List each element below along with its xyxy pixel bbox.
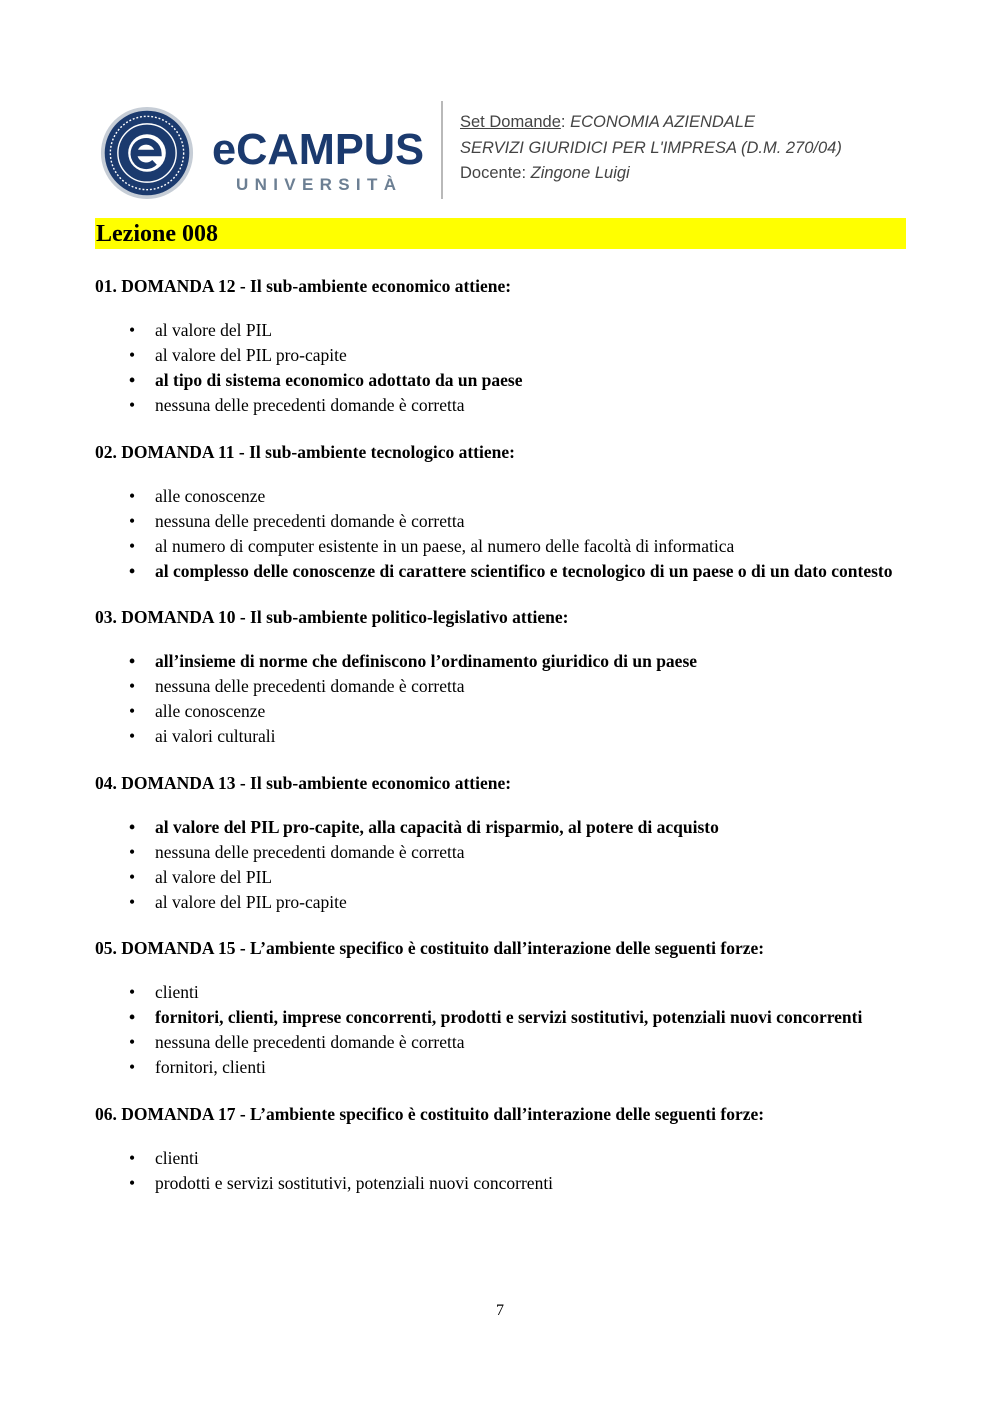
answer-item: • clienti [95,981,906,1005]
answer-item-correct: • al valore del PIL pro-capite, alla capacità di risparmio, al potere di acquisto [95,816,906,840]
question-title: 05. DOMANDA 15 - L’ambiente specifico è costituito dall’interazione delle seguenti forze: [95,938,765,958]
answer-item: • nessuna delle precedenti domande è corretta [95,510,906,534]
teacher-label: Docente: [460,164,527,182]
lesson-title: Lezione 008 [95,218,906,249]
answer-item: • nessuna delle precedenti domande è corretta [95,394,906,418]
teacher-value: Zingone Luigi [530,164,630,182]
header-divider [441,101,443,199]
question-block [95,605,906,749]
answer-item-correct: • all’insieme di norme che definiscono l’ordinamento giuridico di un paese [95,650,906,674]
answer-item: • alle conoscenze [95,485,906,509]
answer-item-correct: • al tipo di sistema economico adottato da un paese [95,369,906,393]
question-block [95,440,906,584]
course-info [460,110,900,187]
answer-item: • ai valori culturali [95,725,906,749]
answer-list [95,485,906,584]
answer-list [95,816,906,915]
set-label: Set Domande [460,113,561,131]
question-title: 01. DOMANDA 12 - Il sub-ambiente economico attiene: [95,276,512,296]
answer-item: • al valore del PIL [95,866,906,890]
question-list [95,274,906,1217]
set-value: ECONOMIA AZIENDALE [570,113,755,131]
wordmark-top: eCAMPUS [212,128,424,174]
question-block [95,771,906,915]
question-block [95,274,906,418]
wordmark-bottom: UNIVERSITÀ [236,175,396,194]
question-title: 04. DOMANDA 13 - Il sub-ambiente economico attiene: [95,772,512,793]
answer-item: • clienti [95,1147,906,1171]
answer-item-correct: • al complesso delle conoscenze di carattere scientifico e tecnologico di un paese o di un dato contesto [95,560,906,584]
question-title: 02. DOMANDA 11 - Il sub-ambiente tecnologico attiene: [95,441,515,462]
answer-item: • prodotti e servizi sostitutivi, potenziali nuovi concorrenti [95,1172,906,1196]
answer-item: • al numero di computer esistente in un paese, al numero delle facoltà di informatica [95,535,906,559]
answer-item: • al valore del PIL pro-capite [95,891,906,915]
answer-list [95,319,906,418]
answer-item: • fornitori, clienti [95,1056,906,1080]
ecampus-wordmark [212,128,427,198]
set-line: Set Domande: ECONOMIA AZIENDALE [460,113,755,131]
university-seal-icon [100,106,194,200]
answer-item: • nessuna delle precedenti domande è corretta [95,841,906,865]
answer-list [95,1147,906,1196]
page-number: 7 [496,1302,504,1319]
answer-list [95,981,906,1080]
question-block [95,1102,906,1196]
answer-item: • nessuna delle precedenti domande è corretta [95,1031,906,1055]
course-line: SERVIZI GIURIDICI PER L'IMPRESA (D.M. 270/04) [460,138,842,157]
answer-list [95,650,906,749]
answer-item: • alle conoscenze [95,700,906,724]
question-block [95,936,906,1080]
question-title: 06. DOMANDA 17 - L’ambiente specifico è costituito dall’interazione delle seguenti forze: [95,1103,765,1124]
answer-item-correct: • fornitori, clienti, imprese concorrenti, prodotti e servizi sostitutivi, potenziali nuovi concorrenti [95,1006,906,1030]
answer-item: • al valore del PIL [95,319,906,343]
document-header [96,98,906,202]
answer-item: • nessuna delle precedenti domande è corretta [95,675,906,699]
answer-item: • al valore del PIL pro-capite [95,344,906,368]
question-title: 03. DOMANDA 10 - Il sub-ambiente politico-legislativo attiene: [95,607,569,627]
teacher-line [460,161,900,187]
